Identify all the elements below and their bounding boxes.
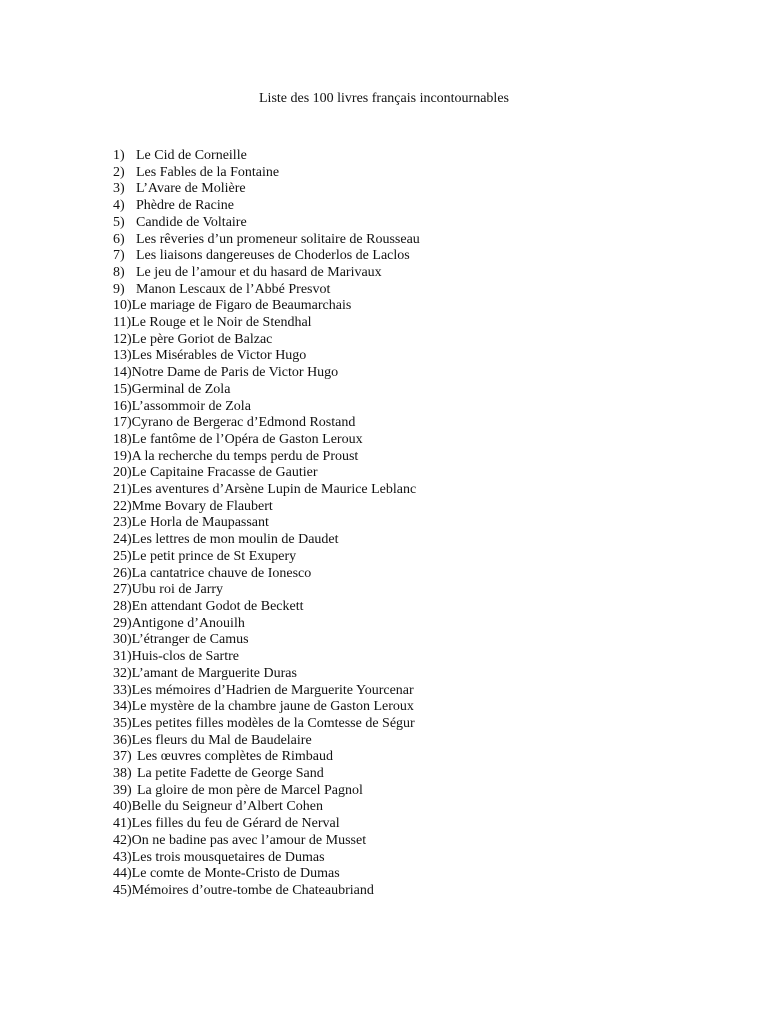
list-item-title: L’amant de Marguerite Duras (131, 665, 297, 681)
list-item (113, 599, 420, 616)
list-item-number: 37) (113, 749, 132, 765)
list-item-title: A la recherche du temps perdu de Proust (131, 448, 359, 464)
list-item (113, 282, 420, 299)
list-item-title: Les trois mousquetaires de Dumas (131, 849, 325, 865)
list-item-number: 39) (113, 782, 132, 798)
list-item-number: 10) (113, 298, 132, 314)
list-item-number: 20) (113, 465, 132, 481)
list-item-number: 8) (113, 264, 125, 280)
list-item (113, 532, 420, 549)
list-item (113, 298, 420, 315)
list-item-title: Notre Dame de Paris de Victor Hugo (131, 365, 339, 381)
list-item-number: 40) (113, 799, 132, 815)
list-item-title: Candide de Voltaire (136, 214, 247, 230)
list-item-number: 27) (113, 582, 132, 598)
list-item (113, 866, 420, 883)
list-item-number: 25) (113, 548, 132, 564)
list-item (113, 666, 420, 683)
list-item-title: En attendant Godot de Beckett (131, 598, 304, 614)
list-item-title: La gloire de mon père de Marcel Pagnol (137, 782, 363, 798)
list-item (113, 181, 420, 198)
list-item-number: 23) (113, 515, 132, 531)
list-item-number: 31) (113, 649, 132, 665)
list-item (113, 816, 420, 833)
list-item-number: 21) (113, 482, 132, 498)
list-item-title: On ne badine pas avec l’amour de Musset (131, 832, 367, 848)
list-item-title: Les filles du feu de Gérard de Nerval (131, 816, 340, 832)
list-item (113, 699, 420, 716)
list-item (113, 716, 420, 733)
list-item (113, 482, 420, 499)
list-item-title: Le Cid de Corneille (136, 148, 247, 163)
list-item-title: Les petites filles modèles de la Comtesse de Ségur (131, 715, 415, 731)
list-item-number: 28) (113, 598, 132, 614)
list-item (113, 749, 420, 766)
list-item-title: Le Horla de Maupassant (131, 515, 269, 531)
list-item-title: L’assommoir de Zola (131, 398, 251, 414)
list-item-title: Les Misérables de Victor Hugo (131, 348, 307, 364)
list-item-title: Le mariage de Figaro de Beaumarchais (131, 298, 352, 314)
list-item (113, 248, 420, 265)
list-item-number: 34) (113, 699, 132, 715)
list-item (113, 198, 420, 215)
list-item-title: Les œuvres complètes de Rimbaud (137, 749, 333, 765)
list-item (113, 449, 420, 466)
list-item-number: 11) (113, 315, 132, 331)
list-item-title: Ubu roi de Jarry (131, 582, 224, 598)
list-item (113, 649, 420, 666)
list-item-title: La cantatrice chauve de Ionesco (131, 565, 312, 581)
list-item-number: 44) (113, 866, 132, 882)
list-item-title: Cyrano de Bergerac d’Edmond Rostand (131, 415, 356, 431)
list-item-number: 36) (113, 732, 132, 748)
list-item-title: Le Capitaine Fracasse de Gautier (131, 465, 318, 481)
list-item (113, 382, 420, 399)
list-item (113, 850, 420, 867)
list-item-title: Le mystère de la chambre jaune de Gaston Leroux (131, 699, 414, 715)
list-item-number: 32) (113, 665, 132, 681)
list-item-number: 18) (113, 431, 132, 447)
list-item (113, 315, 420, 332)
list-item (113, 232, 420, 249)
list-item-number: 26) (113, 565, 132, 581)
list-item-title: L’Avare de Molière (136, 181, 246, 197)
list-item-number: 17) (113, 415, 132, 431)
list-item (113, 465, 420, 482)
list-item-title: Mémoires d’outre-tombe de Chateaubriand (131, 882, 374, 898)
list-item (113, 683, 420, 700)
list-item (113, 415, 420, 432)
list-item (113, 432, 420, 449)
list-item-number: 1) (113, 148, 125, 163)
list-item (113, 766, 420, 783)
list-item-number: 29) (113, 615, 132, 631)
list-item-number: 30) (113, 632, 132, 648)
list-item-number: 22) (113, 498, 132, 514)
list-item-title: Huis-clos de Sartre (131, 649, 239, 665)
list-item-title: Le père Goriot de Balzac (131, 331, 273, 347)
list-item (113, 799, 420, 816)
list-item-number: 33) (113, 682, 132, 698)
list-item-title: Mme Bovary de Flaubert (131, 498, 273, 514)
list-item-title: Le Rouge et le Noir de Stendhal (131, 315, 312, 331)
list-item-title: Les fleurs du Mal de Baudelaire (131, 732, 312, 748)
list-item (113, 265, 420, 282)
list-item (113, 616, 420, 633)
list-item-number: 4) (113, 198, 125, 214)
list-item (113, 783, 420, 800)
list-item (113, 833, 420, 850)
list-item-title: Les lettres de mon moulin de Daudet (131, 532, 339, 548)
list-item-number: 42) (113, 832, 132, 848)
list-item-number: 5) (113, 214, 125, 230)
list-item (113, 566, 420, 583)
list-item-title: Les rêveries d’un promeneur solitaire de Rousseau (136, 231, 420, 247)
list-item (113, 215, 420, 232)
list-item-title: Le jeu de l’amour et du hasard de Marivaux (136, 264, 382, 280)
list-item (113, 348, 420, 365)
list-item-title: Les Fables de la Fontaine (136, 164, 280, 180)
list-item (113, 332, 420, 349)
list-item-title: Les aventures d’Arsène Lupin de Maurice Leblanc (131, 482, 417, 498)
list-item (113, 632, 420, 649)
list-item-number: 38) (113, 766, 132, 782)
list-item-title: Antigone d’Anouilh (131, 615, 245, 631)
list-item-number: 13) (113, 348, 132, 364)
list-item-number: 9) (113, 281, 125, 297)
list-item-number: 19) (113, 448, 132, 464)
list-item (113, 365, 420, 382)
list-item-number: 35) (113, 715, 132, 731)
list-item-title: Le fantôme de l’Opéra de Gaston Leroux (131, 431, 363, 447)
list-item (113, 515, 420, 532)
list-item-number: 12) (113, 331, 132, 347)
list-item (113, 733, 420, 750)
list-item-title: Phèdre de Racine (136, 198, 234, 214)
list-item (113, 549, 420, 566)
list-item-number: 24) (113, 532, 132, 548)
list-item-number: 16) (113, 398, 132, 414)
list-item-title: Le petit prince de St Exupery (131, 548, 297, 564)
list-item-title: Les mémoires d’Hadrien de Marguerite Yourcenar (131, 682, 414, 698)
list-item-number: 15) (113, 381, 132, 397)
list-item-number: 2) (113, 164, 125, 180)
list-item-number: 3) (113, 181, 125, 197)
list-item (113, 165, 420, 182)
list-item-number: 41) (113, 816, 132, 832)
list-item (113, 399, 420, 416)
book-list (113, 148, 420, 900)
list-item-title: Le comte de Monte-Cristo de Dumas (131, 866, 340, 882)
list-item-title: L’étranger de Camus (131, 632, 249, 648)
list-item (113, 499, 420, 516)
list-item-title: La petite Fadette de George Sand (137, 766, 324, 782)
list-item-title: Manon Lescaux de l’Abbé Presvot (136, 281, 331, 297)
list-item (113, 582, 420, 599)
list-item-number: 7) (113, 248, 125, 264)
list-item-number: 14) (113, 365, 132, 381)
list-item-title: Belle du Seigneur d’Albert Cohen (131, 799, 323, 815)
document-title: Liste des 100 livres français incontournables (259, 91, 509, 106)
list-item-number: 45) (113, 882, 132, 898)
list-item-number: 6) (113, 231, 125, 247)
list-item-title: Les liaisons dangereuses de Choderlos de Laclos (136, 248, 410, 264)
list-item-number: 43) (113, 849, 132, 865)
list-item (113, 883, 420, 900)
list-item-title: Germinal de Zola (131, 381, 231, 397)
list-item (113, 148, 420, 165)
